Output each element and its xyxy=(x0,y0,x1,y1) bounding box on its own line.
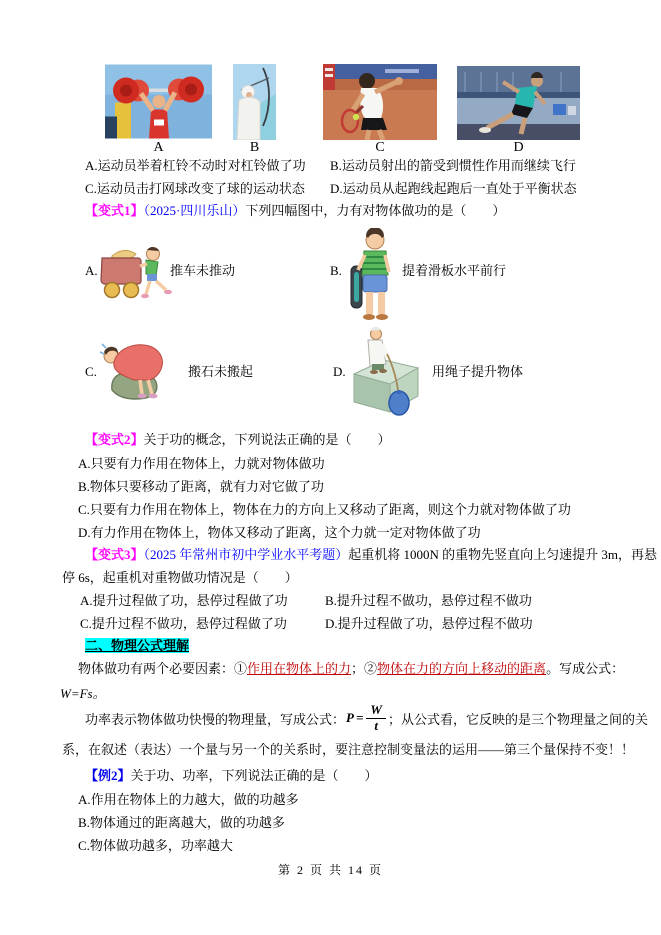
bianshi3-option-b: B.提升过程不做功，悬停过程不做功 xyxy=(325,593,532,608)
section2-title: 二、物理公式理解 xyxy=(85,638,190,653)
li2-stem: 关于功、功率，下列说法正确的是（ ） xyxy=(130,768,378,783)
ex1-option-b: B.运动员射出的箭受到惯性作用而继续飞行 xyxy=(330,158,576,173)
li2-tag: 【例2】 xyxy=(85,768,131,783)
power-formula-fraction xyxy=(366,703,386,734)
bianshi3-option-d: D.提升过程做了功，悬停过程不做功 xyxy=(325,616,533,631)
bianshi1-tag: 【变式1】 xyxy=(85,203,144,218)
bianshi1-optC-caption: 搬石未搬起 xyxy=(188,364,254,379)
bianshi1-optA-label: A. xyxy=(85,263,98,278)
weightlifter-illustration xyxy=(105,64,212,139)
bianshi1-optD-caption: 用绳子提升物体 xyxy=(432,364,524,379)
bianshi3-source: （2025 年常州市初中学业水平考题） xyxy=(143,547,349,562)
bianshi3-stem-line2: 停 6s，起重机对重物做功情况是（ ） xyxy=(62,570,298,585)
section2-heading xyxy=(85,637,189,655)
power-formula-denominator: t xyxy=(374,717,378,733)
ex1-option-d: D.运动员从起跑线起跑后一直处于平衡状态 xyxy=(330,181,577,196)
archer-illustration xyxy=(233,64,276,140)
power-text2: ；从公式看，它反映的是三个物理量之间的关 xyxy=(387,711,648,727)
bianshi3-option-a: A.提升过程做了功，悬停过程做了功 xyxy=(80,593,288,608)
work-formula: W=Fs。 xyxy=(60,686,106,701)
bianshi3-option-c: C.提升过程不做功，悬停过程做了功 xyxy=(80,616,287,631)
bianshi2-tag: 【变式2】 xyxy=(85,432,144,447)
work-factor1-highlight: 作用在物体上的力 xyxy=(247,661,352,676)
bianshi3-tag: 【变式3】 xyxy=(85,547,144,562)
tennis-player-illustration xyxy=(323,64,437,140)
weightlifting-photo xyxy=(105,64,212,139)
ex1-option-c: C.运动员击打网球改变了球的运动状态 xyxy=(85,181,305,196)
photo-label-b: B xyxy=(249,140,260,155)
bianshi1-stem: 下列四幅图中，力有对物体做功的是（ ） xyxy=(245,203,506,218)
photo-label-a: A xyxy=(153,140,164,155)
work-factors-text3: 。写成公式： xyxy=(546,661,625,676)
lift-stone-illustration xyxy=(98,330,184,404)
work-factors-line xyxy=(78,660,624,678)
power-formula-equals: = xyxy=(355,710,364,725)
bianshi1-optA-caption: 推车未推动 xyxy=(170,263,236,278)
bianshi1-source: （2025·四川乐山） xyxy=(143,203,246,218)
bianshi2-stem-line xyxy=(85,431,391,449)
sprinter-illustration xyxy=(457,66,580,140)
power-formula-lhs: P xyxy=(346,710,354,725)
archery-photo xyxy=(233,64,276,140)
bianshi3-stem-part1: 起重机将 1000N 的重物先竖直向上匀速提升 3m，再悬 xyxy=(348,547,658,562)
li2-option-a: A.作用在物体上的力越大，做的功越多 xyxy=(78,792,299,807)
cart-push-illustration xyxy=(98,238,172,302)
li2-stem-line xyxy=(85,767,378,785)
power-text1: 功率表示物体做功快慢的物理量，写成公式： xyxy=(85,711,346,727)
ex1-option-a: A.运动员举着杠铃不动时对杠铃做了功 xyxy=(85,158,306,173)
skateboard-carry-illustration xyxy=(348,228,398,324)
bianshi3-stem-line1 xyxy=(85,546,657,564)
photo-label-c: C xyxy=(375,140,385,155)
work-factors-text1: 物体做功有两个必要因素：① xyxy=(78,661,248,676)
power-formula-numerator: W xyxy=(366,703,386,719)
li2-option-c: C.物体做功越多，功率越大 xyxy=(78,838,233,853)
bianshi1-stem-line xyxy=(85,202,505,220)
rope-lift-illustration xyxy=(346,324,426,422)
bianshi2-option-b: B.物体只要移动了距离，就有力对它做了功 xyxy=(78,479,324,494)
power-definition-line xyxy=(85,700,648,736)
photo-label-d: D xyxy=(513,140,524,155)
bianshi1-optB-label: B. xyxy=(330,263,342,278)
tennis-photo xyxy=(323,64,437,140)
sprint-start-photo xyxy=(457,66,580,140)
work-factor2-highlight: 物体在力的方向上移动的距离 xyxy=(377,661,547,676)
bianshi1-optB-caption: 提着滑板水平前行 xyxy=(402,263,507,278)
page-footer: 第 2 页 共 14 页 xyxy=(277,863,383,877)
bianshi1-optC-label: C. xyxy=(85,364,97,379)
bianshi2-option-c: C.只要有力作用在物体上，物体在力的方向上又移动了距离，则这个力就对物体做了功 xyxy=(78,502,571,517)
bianshi2-stem: 关于功的概念，下列说法正确的是（ ） xyxy=(143,432,391,447)
power-note-line: 系，在叙述（表达）一个量与另一个的关系时，要注意控制变量法的运用——第三个量保持不变！！ xyxy=(62,742,635,757)
li2-option-b: B.物体通过的距离越大，做的功越多 xyxy=(78,815,285,830)
work-factors-text2: ；② xyxy=(351,661,378,676)
bianshi2-option-d: D.有力作用在物体上，物体又移动了距离，这个力就一定对物体做了功 xyxy=(78,525,481,540)
bianshi1-optD-label: D. xyxy=(333,364,346,379)
bianshi2-option-a: A.只要有力作用在物体上，力就对物体做功 xyxy=(78,456,325,471)
